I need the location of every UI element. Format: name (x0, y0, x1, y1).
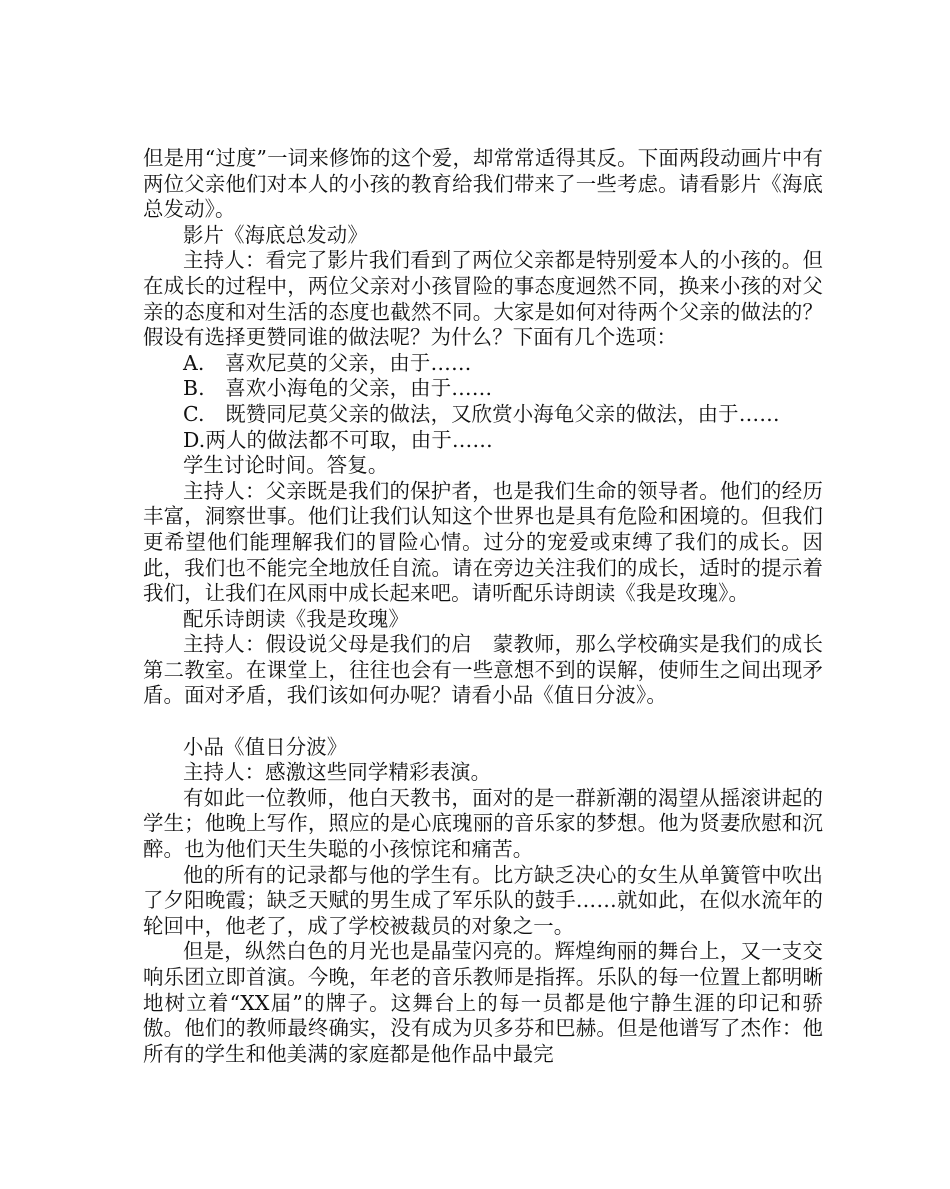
option-a: A. 喜欢尼莫的父亲，由于…… (183, 350, 472, 375)
paragraph-host-thanks: 主持人：感激这些同学精彩表演。 (183, 760, 492, 785)
option-c: C. 既赞同尼莫父亲的做法，又欣赏小海龟父亲的做法，由于…… (183, 401, 780, 426)
paragraph-poem-title: 配乐诗朗读《我是玫瑰》 (183, 606, 409, 631)
paragraph-film-title: 影片《海底总发动》 (183, 222, 368, 247)
blank-line (143, 709, 823, 735)
paragraph-host-school: 主持人：假设说父母是我们的启 蒙教师，那么学校确实是我们的成长第二教室。在课堂上，往往也会有一些意想不到的误解，使师生之间出现矛盾。面对矛盾，我们该如何办呢？请看小品《值日分波》。 (143, 632, 823, 708)
paragraph-teacher-records: 他的所有的记录都与他的学生有。比方缺乏决心的女生从单簧管中吹出了夕阳晚霞；缺乏天赋的男生成了军乐队的鼓手……就如此，在似水流年的轮回中，他老了，成了学校被裁员的对象之一。 (143, 862, 823, 938)
paragraph-skit-title: 小品《值日分波》 (183, 734, 348, 759)
paragraph-teacher-story: 有如此一位教师，他白天教书，面对的是一群新潮的渴望从摇滚讲起的学生；他晚上写作，照应的是心底瑰丽的音乐家的梦想。他为贤妻欣慰和沉醉。也为他们天生失聪的小孩惊诧和痛苦。 (143, 785, 823, 862)
paragraph-host-question: 主持人：看完了影片我们看到了两位父亲都是特别爱本人的小孩的。但在成长的过程中，两位父亲对小孩冒险的事态度迥然不同，换来小孩的对父亲的态度和对生活的态度也截然不同。大家是如何对待两个父亲的做法的？假设有选择更赞同谁的做法呢？为什么？下面有几个选项： (143, 248, 823, 350)
option-d: D.两人的做法都不可取，由于…… (183, 427, 493, 452)
option-b: B. 喜欢小海龟的父亲，由于…… (183, 376, 493, 401)
paragraph-host-father: 主持人：父亲既是我们的保护者，也是我们生命的领导者。他们的经历丰富，洞察世事。他们让我们认知这个世界也是具有危险和困境的。但我们更希望他们能理解我们的冒险心情。过分的宠爱或束缚了我们的成长。因此，我们也不能完全地放任自流。请在旁边关注我们的成长，适时的提示着我们，让我们在风雨中成长起来吧。请听配乐诗朗读《我是玫瑰》。 (143, 478, 823, 606)
paragraph-discussion: 学生讨论时间。答复。 (183, 453, 389, 478)
paragraph-intro: 但是用“过度”一词来修饰的这个爱，却常常适得其反。下面两段动画片中有两位父亲他们对本人的小孩的教育给我们带来了一些考虑。请看影片《海底总发动》。 (143, 146, 823, 222)
document-page (143, 146, 823, 1067)
paragraph-teacher-concert: 但是，纵然白色的月光也是晶莹闪亮的。辉煌绚丽的舞台上，又一支交响乐团立即首演。今晚，年老的音乐教师是指挥。乐队的每一位置上都明晰地树立着“XX届”的牌子。这舞台上的每一员都是他宁静生涯的印记和骄傲。他们的教师最终确实，没有成为贝多芬和巴赫。但是他谱写了杰作：他所有的学生和他美满的家庭都是他作品中最完 (143, 939, 823, 1066)
